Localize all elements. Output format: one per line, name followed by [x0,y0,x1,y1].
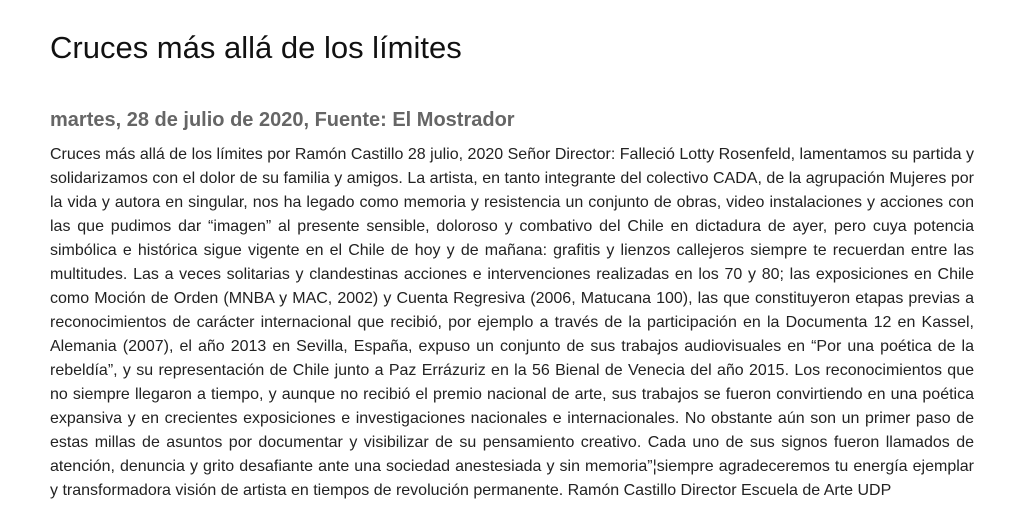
article-body: Cruces más allá de los límites por Ramón Castillo 28 julio, 2020 Señor Director: Falleció Lotty Rosenfeld, lamentamos su partida y solidarizamos con el dolor de su familia y amigos. La artista, en tanto integrante del colectivo CADA, de la agrupación Mujeres por la vida y autora en singular, nos ha legado como memoria y resistencia un conjunto de obras, video instalaciones y acciones con las que pudimos dar “imagen” al presente sensible, doloroso y combativo del Chile en dictadura de ayer, pero cuya potencia simbólica e histórica sigue vigente en el Chile de hoy y de mañana: grafitis y lienzos callejeros siempre te recuerdan entre las multitudes. Las a veces solitarias y clandestinas acciones e intervenciones realizadas en los 70 y 80; las exposiciones en Chile como Moción de Orden (MNBA y MAC, 2002) y Cuenta Regresiva (2006, Matucana 100), las que constituyeron etapas previas a reconocimientos de carácter internacional que recibió, por ejemplo a través de la participación en la Documenta 12 en Kassel, Alemania (2007), el año 2013 en Sevilla, España, expuso un conjunto de sus trabajos audiovisuales en “Por una poética de la rebeldía”, y su representación de Chile junto a Paz Errázuriz en la 56 Bienal de Venecia del año 2015. Los reconocimientos que no siempre llegaron a tiempo, y aunque no recibió el premio nacional de arte, sus trabajos se fueron convirtiendo en una poética expansiva y en crecientes exposiciones e investigaciones nacionales e internacionales. No obstante aún son un primer paso de estas millas de asuntos por documentar y visibilizar de su pensamiento creativo. Cada uno de sus signos fueron llamados de atención, denuncia y grito desafiante ante una sociedad anestesiada y sin memoria”¦siempre agradeceremos tu energía ejemplar y transformadora visión de artista en tiempos de revolución permanente. Ramón Castillo Director Escuela de Arte UDP [50,146,974,499]
article-title: Cruces más allá de los límites [50,30,462,65]
article-date-source: martes, 28 de julio de 2020, Fuente: El Mostrador [50,109,515,131]
